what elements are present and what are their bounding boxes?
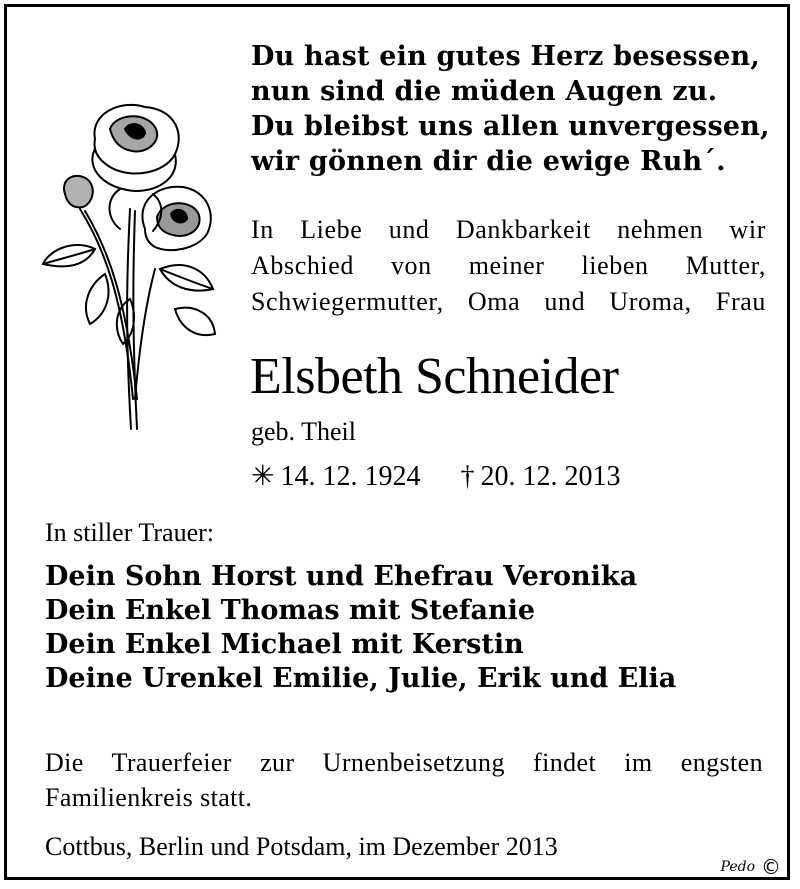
rose-icon xyxy=(35,99,235,439)
intro-line: Schwiegermutter, Oma und Uroma, Frau xyxy=(251,287,766,316)
poem xyxy=(251,39,770,179)
birth-symbol-icon: ✳ xyxy=(251,461,275,492)
obituary-card xyxy=(4,4,790,880)
designer-signature: Pedo xyxy=(720,859,755,875)
intro-line: In Liebe und Dankbarkeit nehmen wir xyxy=(251,215,766,244)
family-member: Dein Enkel Michael mit Kerstin xyxy=(45,629,524,660)
family-member: Deine Urenkel Emilie, Julie, Erik und Elia xyxy=(45,663,677,694)
ceremony-line: Familienkreis statt. xyxy=(45,783,253,812)
copyright-icon: © xyxy=(761,855,781,879)
family-member: Dein Sohn Horst und Ehefrau Veronika xyxy=(45,561,638,592)
deceased-name: Elsbeth Schneider xyxy=(250,348,619,405)
intro-text xyxy=(251,212,766,320)
poem-line: Du hast ein gutes Herz besessen, xyxy=(251,41,760,72)
death-symbol-icon: † xyxy=(460,461,475,492)
life-dates xyxy=(251,459,626,493)
poem-line: Du bleibst uns allen unvergessen, xyxy=(251,111,770,142)
family-list xyxy=(45,560,676,696)
poem-line: wir gönnen dir die ewige Ruh´. xyxy=(251,146,726,177)
ceremony-notice xyxy=(45,745,763,815)
mourning-label: In stiller Trauer: xyxy=(45,518,214,547)
family-member: Dein Enkel Thomas mit Stefanie xyxy=(45,595,536,626)
poem-line: nun sind die müden Augen zu. xyxy=(251,76,718,107)
ceremony-line: Die Trauerfeier zur Urnenbeisetzung findet im engsten xyxy=(45,748,763,777)
place-date: Cottbus, Berlin und Potsdam, im Dezember 2013 xyxy=(45,832,558,861)
death-date: 20. 12. 2013 xyxy=(480,461,621,492)
birth-date: 14. 12. 1924 xyxy=(280,461,421,492)
intro-line: Abschied von meiner lieben Mutter, xyxy=(251,251,766,280)
maiden-name: geb. Theil xyxy=(251,417,356,446)
